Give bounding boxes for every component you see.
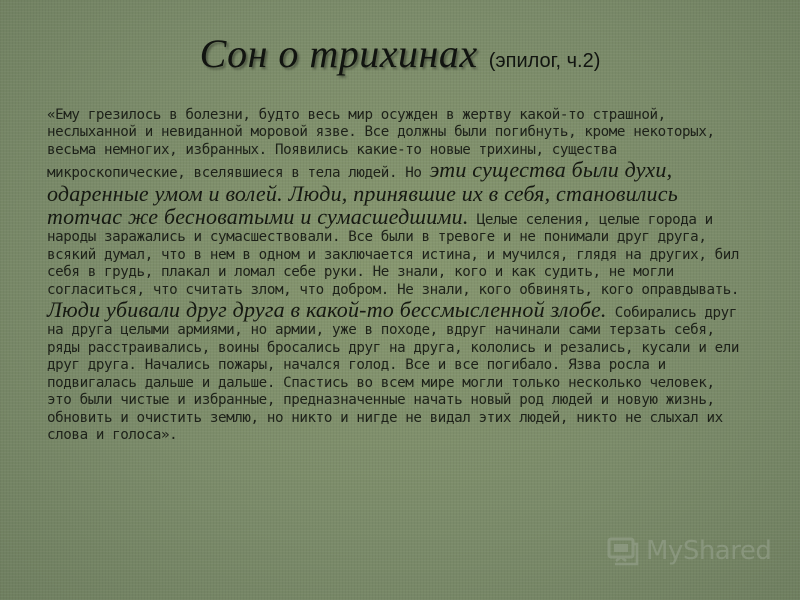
emphasized-text-2: Люди убивали друг друга в какой-то бессмысленной злобе. xyxy=(47,297,607,323)
myshared-logo-icon xyxy=(606,534,640,568)
watermark xyxy=(606,534,771,568)
watermark-text: MyShared xyxy=(646,536,772,566)
slide-title xyxy=(0,30,800,77)
emphasized-text-1: эти существа были духи, одаренные умом и волей. Люди, принявшие их в себя, становились тотчас же бесноватыми и сумасшедшими. xyxy=(47,157,678,230)
quote-text-part-1: «Ему грезилось в болезни, будто весь мир осужден в жертву какой-то страшной, неслыханной и невиданной моровой язве. Все должны были погибнуть, кроме некоторых, весьма немногих, избранных. Появились какие-то новые трихины, существа микроскопические, вселявшиеся в тела людей. Но xyxy=(47,107,715,182)
quote-paragraph xyxy=(47,107,747,444)
page-title: Сон о трихинах xyxy=(199,31,478,76)
quote-text-part-3: Собирались друг на друга целыми армиями, но армии, уже в походе, вдруг начинали сами терзать себя, ряды расстраивались, воины бросались друг на друга, кололись и резались, кусали и ели друг друга. Начались пожары, начался голод. Все и все погибало. Язва росла и подвигалась дальше и дальше. Спастись во всем мире могли только несколько человек, это были чистые и избранные, предназначенные начать новый род людей и новую жизнь, обновить и очистить землю, но никто и нигде не видал этих людей, никто не слыхал их слова и голоса». xyxy=(47,305,740,443)
quote-text-part-2: Целые селения, целые города и народы заражались и сумасшествовали. Все были в тревоге и не понимали друг друга, всякий думал, что в нем в одном и заключается истина, и мучился, глядя на других, бил себя в грудь, плакал и ломал себе руки. Не знали, кого и как судить, не могли согласиться, что считать злом, что добром. Не знали, кого обвинять, кого оправдывать. xyxy=(47,212,740,298)
page-subtitle: (эпилог, ч.2) xyxy=(488,50,601,72)
